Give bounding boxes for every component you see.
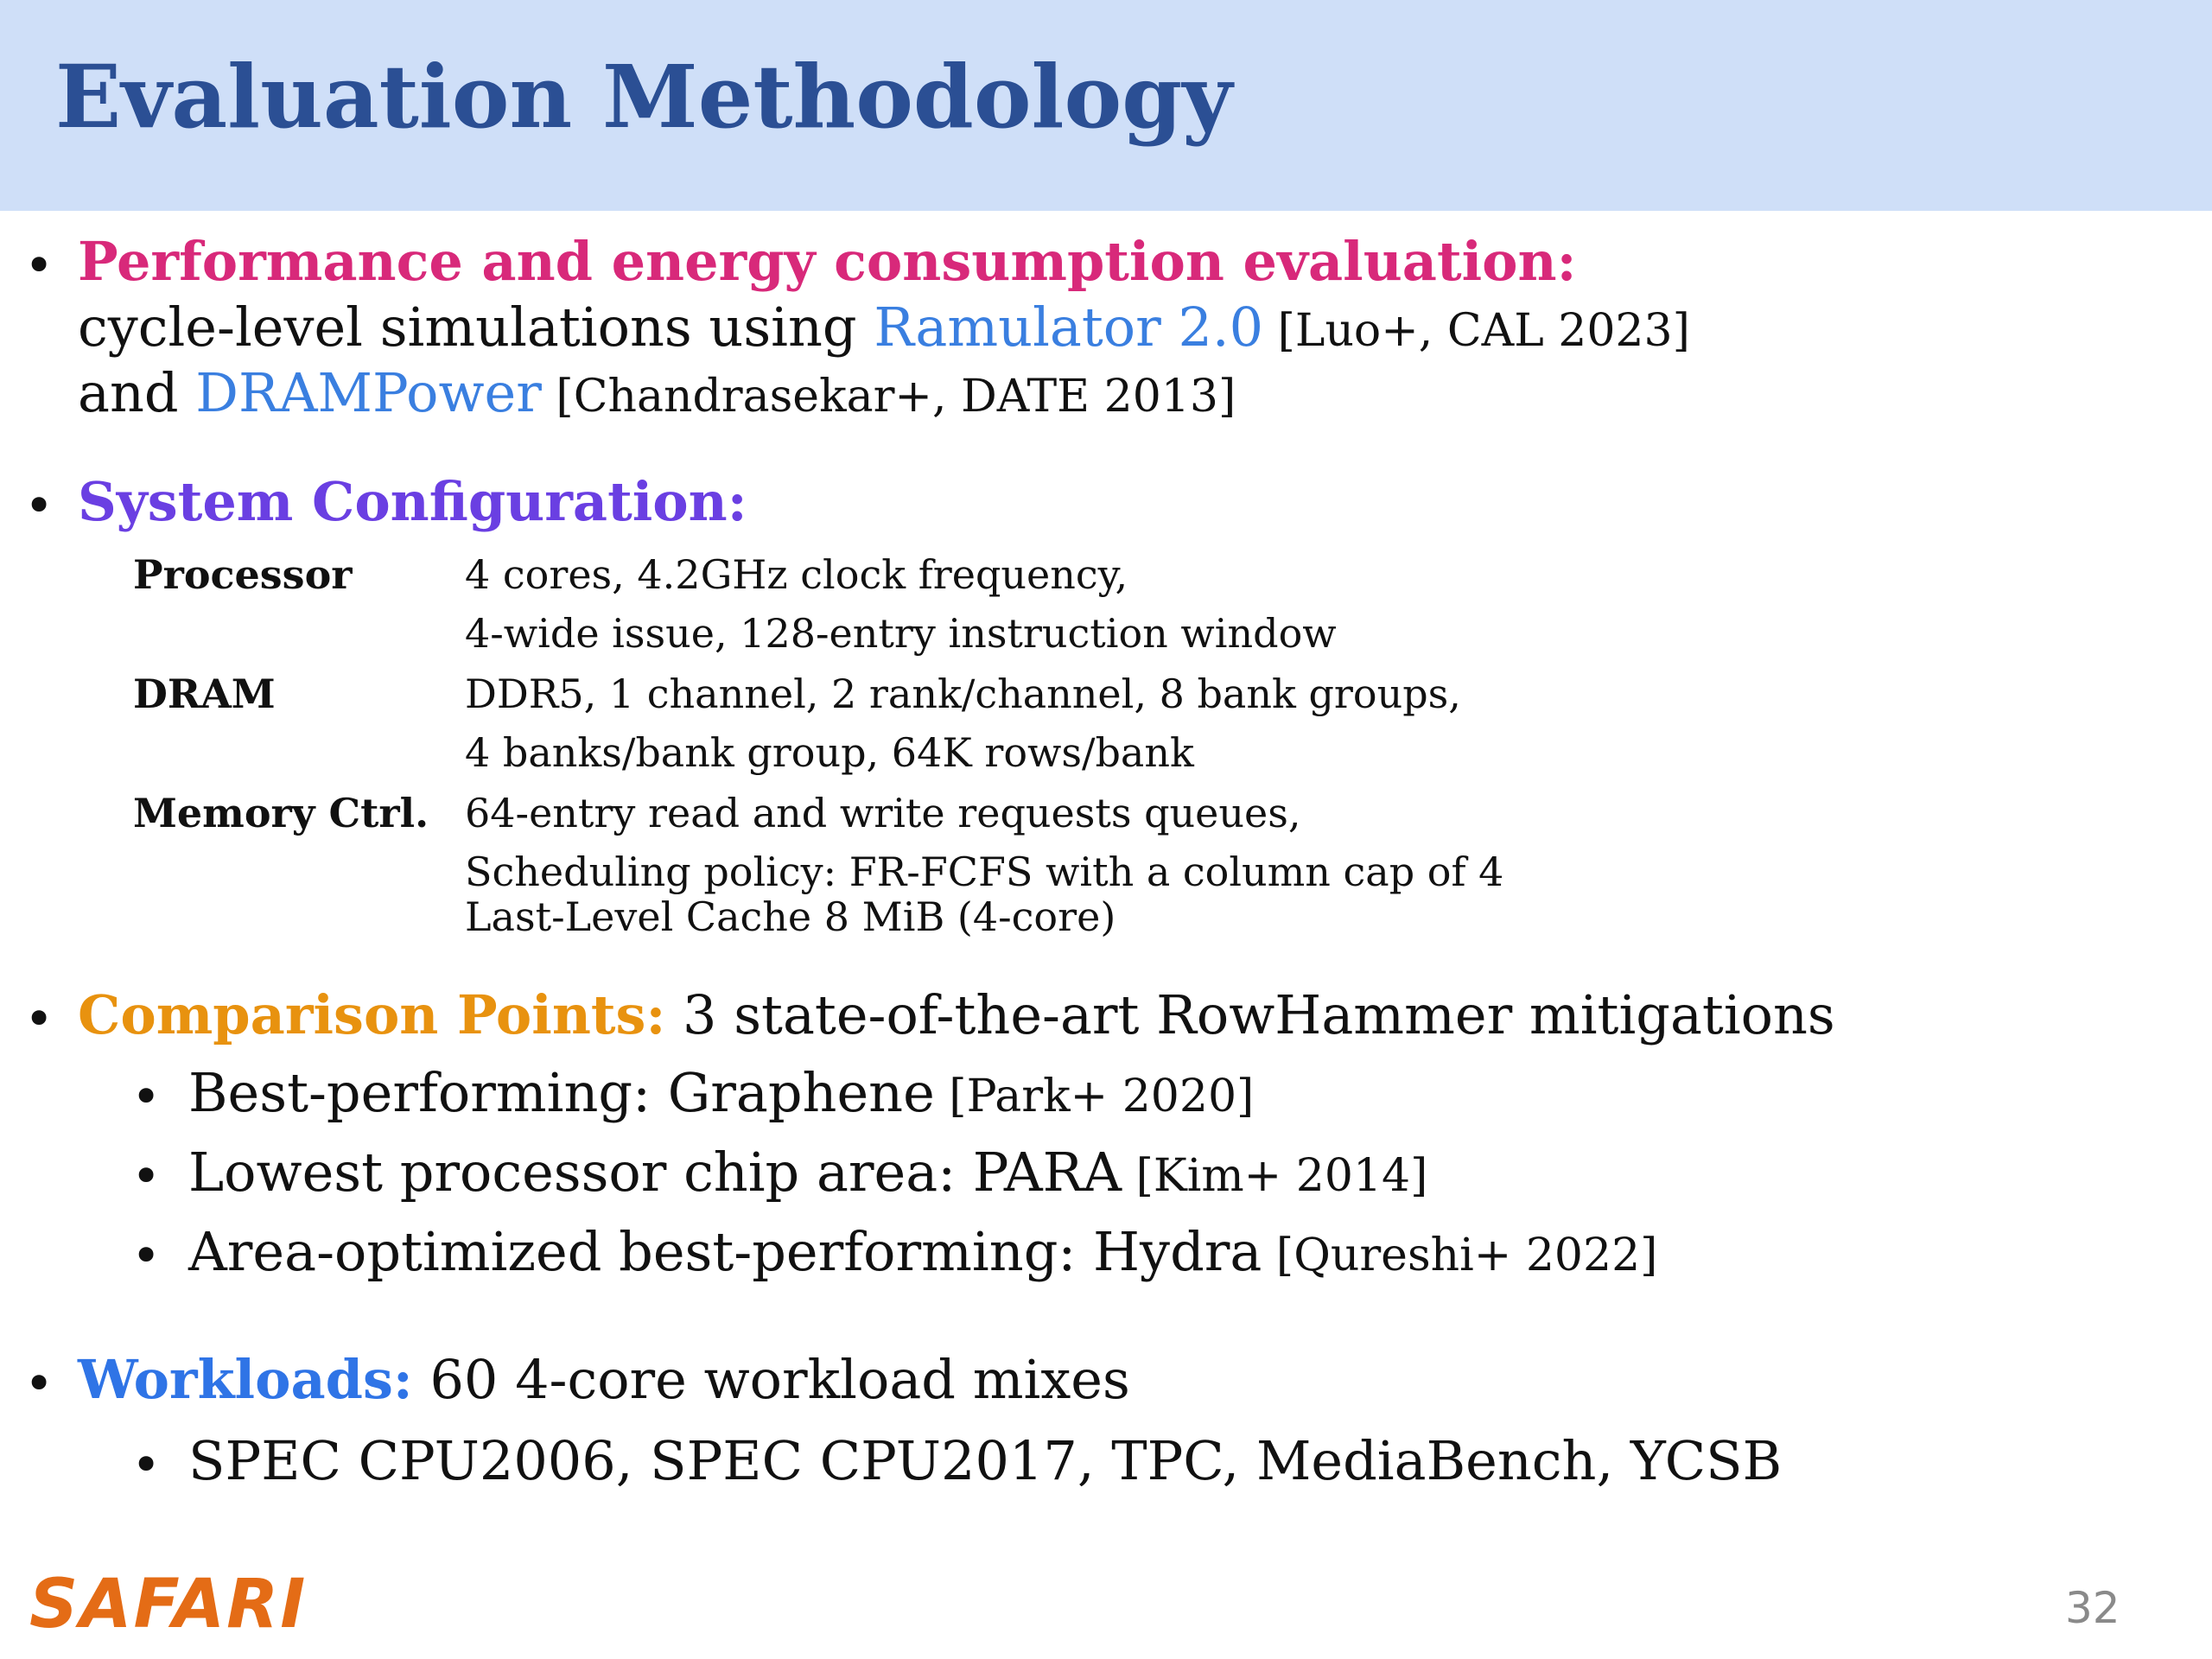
safari-logo: SAFARI	[29, 1566, 308, 1643]
sub-bullet-icon: •	[131, 1067, 162, 1126]
comparison-item-text: Best-performing: Graphene	[188, 1061, 935, 1124]
perf-line2-cite: [Chandrasekar+, DATE 2013]	[541, 371, 1236, 423]
ramulator-link[interactable]: Ramulator 2.0	[874, 296, 1264, 359]
workloads-item: SPEC CPU2006, SPEC CPU2017, TPC, MediaBench, YCSB	[188, 1429, 1783, 1492]
config-text: DDR5, 1 channel, 2 rank/channel, 8 bank groups,	[465, 671, 1461, 717]
title-bar	[0, 0, 2212, 211]
perf-line-2	[78, 361, 1236, 424]
workloads-line	[78, 1348, 1130, 1411]
comparison-item	[188, 1141, 1428, 1204]
comparison-text: 3 state-of-the-art RowHammer mitigations	[665, 983, 1835, 1046]
config-text: 4 cores, 4.2GHz clock frequency,	[465, 551, 1128, 598]
workloads-heading: Workloads:	[78, 1348, 413, 1411]
sysconfig-heading: System Configuration:	[78, 470, 747, 533]
perf-line-1	[78, 296, 1690, 359]
config-label: DRAM	[133, 671, 276, 717]
comparison-item	[188, 1220, 1658, 1283]
bullet-icon: •	[24, 476, 54, 535]
config-text: 4-wide issue, 128-entry instruction window	[465, 610, 1337, 657]
perf-line1-text: cycle-level simulations using	[78, 296, 874, 359]
comparison-item-cite: [Park+ 2020]	[934, 1071, 1255, 1122]
page-number: 32	[2065, 1583, 2120, 1633]
sub-bullet-icon: •	[131, 1226, 162, 1285]
comparison-item-text: Area-optimized best-performing: Hydra	[188, 1220, 1262, 1283]
config-text: Last-Level Cache 8 MiB (4-core)	[465, 893, 1116, 940]
perf-line2-text: and	[78, 361, 196, 424]
config-label: Memory Ctrl.	[133, 790, 429, 836]
bullet-icon: •	[24, 989, 54, 1048]
comparison-item	[188, 1061, 1255, 1124]
comparison-item-cite: [Kim+ 2014]	[1122, 1150, 1428, 1202]
sub-bullet-icon: •	[131, 1435, 162, 1494]
comparison-item-text: Lowest processor chip area: PARA	[188, 1141, 1122, 1204]
bullet-icon: •	[24, 1354, 54, 1413]
config-text: Scheduling policy: FR-FCFS with a column cap of 4	[465, 849, 1504, 895]
bullet-icon: •	[24, 236, 54, 295]
comparison-heading: Comparison Points:	[78, 983, 666, 1046]
perf-line1-cite: [Luo+, CAL 2023]	[1263, 305, 1690, 357]
comparison-item-cite: [Qureshi+ 2022]	[1262, 1230, 1658, 1281]
config-text: 4 banks/bank group, 64K rows/bank	[465, 729, 1194, 776]
workloads-text: 60 4-core workload mixes	[412, 1348, 1130, 1411]
drampower-link[interactable]: DRAMPower	[195, 361, 542, 424]
config-text: 64-entry read and write requests queues,	[465, 790, 1301, 836]
perf-heading: Performance and energy consumption evaluation:	[78, 230, 1577, 293]
sub-bullet-icon: •	[131, 1147, 162, 1205]
slide-title: Evaluation Methodology	[55, 46, 1233, 148]
comparison-line	[78, 983, 1835, 1046]
config-label: Processor	[133, 551, 353, 598]
